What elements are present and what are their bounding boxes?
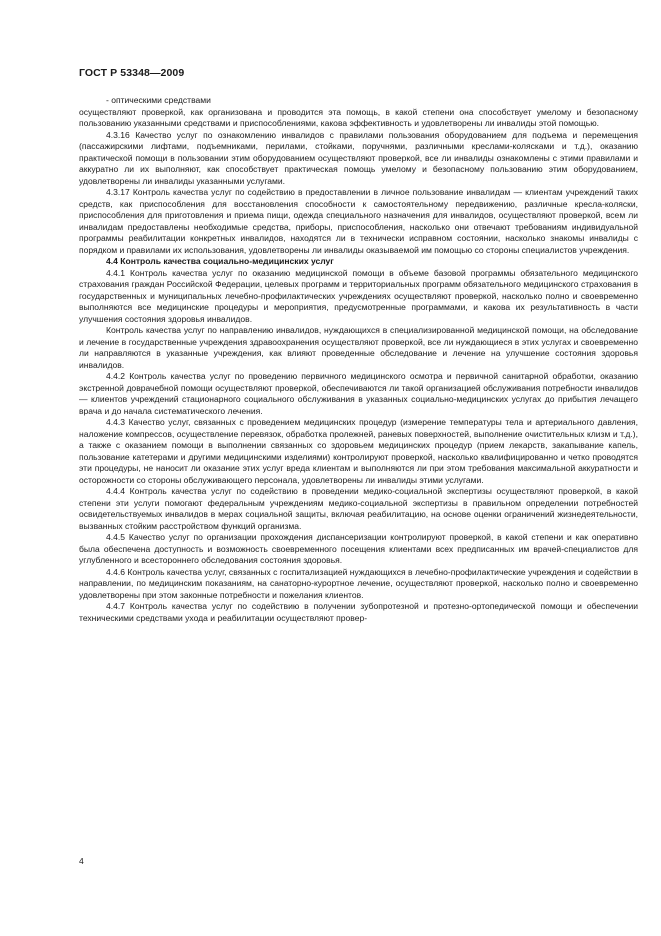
document-header: ГОСТ Р 53348—2009 — [79, 67, 185, 79]
paragraph: осуществляют проверкой, как организована и проводится эта помощь, в какой степени она способствует умелому и безопасному пользованию указанными средствами и приспособлениями, какова эффективность и удовлетворены ли инвалиды этой помощью. — [79, 106, 638, 128]
paragraph-4-4-6: 4.4.6 Контроль качества услуг, связанных с госпитализацией нуждающихся в лечебно-профилактические учреждения и содействии в направлении, по медицинским показаниям, на санаторно-курортное лечение, осуществляют проверкой, насколько полно и своевременно удовлетворены при этом законные потребности и пожелания клиентов. — [79, 566, 638, 600]
page-number: 4 — [79, 856, 84, 866]
paragraph-4-4-5: 4.4.5 Качество услуг по организации прохождения диспансеризации контролируют проверкой, в какой степени и как оперативно была обеспечена доступность и возможность своевременного посещения клиентами всех предписанных им врачей-специалистов для углубленного и всестороннего обследования состояния здоровья. — [79, 532, 638, 565]
document-body — [79, 95, 638, 624]
paragraph-4-4-3: 4.4.3 Качество услуг, связанных с проведением медицинских процедур (измерение температуры тела и артериального давления, наложение компрессов, осуществление перевязок, обработка пролежней, раневых поверхностей, выполнение очистительных клизм и т.д.), а также с оказанием помощи в выполнении связанных со здоровьем медицинских процедур (прием лекарств, закапывание капель, пользование катетерами и другими медицинскими изделиями) контролируют проверкой, насколько квалифицированно и четко проводятся эти процедуры, не наносит ли оказание этих услуг вреда клиентам и выполняются ли при этом требования максимальной аккуратности и осторожности со стороны обслуживающего персонала, удовлетворены ли инвалиды этими услугами. — [79, 417, 638, 485]
paragraph-4-4-2: 4.4.2 Контроль качества услуг по проведению первичного медицинского осмотра и первичной санитарной обработки, оказанию экстренной доврачебной помощи осуществляют проверкой, обеспечиваются ли такой организацией обслуживания потребности инвалидов — клиентов учреждений стационарного социального обслуживания в указанных социально-медицинских услугах до прибытия лечащего врача и до начала систематического лечения. — [79, 371, 638, 416]
paragraph-4-4-4: 4.4.4 Контроль качества услуг по содействию в проведении медико-социальной экспертизы осуществляют проверкой, в какой степени эти услуги помогают федеральным учреждениям медико-социальной экспертизы в правильном определении потребностей освидетельствуемых инвалидов в мерах социальной защиты, включая реабилитацию, на основе оценки ограничений жизнедеятельности, вызванных стойким расстройством функций организма. — [79, 486, 638, 531]
paragraph-4-4-7: 4.4.7 Контроль качества услуг по содействию в получении зубопротезной и протезно-ортопедической помощи и обеспечении техническими средствами ухода и реабилитации осуществляют провер- — [79, 601, 638, 623]
paragraph-4-3-16: 4.3.16 Качество услуг по ознакомлению инвалидов с правилами пользования оборудованием для подъема и перемещения (пассажирскими лифтами, подъемниками, перилами, стойками, поручнями, различными креслами-колясками и т.д.), оказанию практической помощи в пользовании этим оборудованием осуществляют проверкой, все ли инвалиды ознакомлены с этими правилами и аккуратно ли их выполняют, как способствует практическая помощь умелому и безопасному пользованию этим оборудованием, удовлетворены ли инвалиды указанными услугами. — [79, 129, 638, 186]
paragraph: - оптическими средствами — [106, 95, 211, 105]
paragraph-4-3-17: 4.3.17 Контроль качества услуг по содействию в предоставлении в личное пользование инвалидам — клиентам учреждений таких средств, как приспособления для восстановления способности к самостоятельному передвижению, различные кресла-коляски, приспособления для приготовления и приема пищи, одежда специального назначения для инвалидов, осуществляют проверкой, всем ли инвалидам предоставлены необходимые средства, приборы, приспособления, насколько они отвечают требованиям индивидуальной программы реабилитации конкретных инвалидов, находятся ли в технически исправном состоянии, насколько знакомы инвалиды с порядком и правилами их использования, удовлетворены ли инвалиды оказываемой им помощью со стороны специалистов учреждения. — [79, 187, 638, 255]
paragraph-4-4-1: 4.4.1 Контроль качества услуг по оказанию медицинской помощи в объеме базовой программы обязательного медицинского страхования граждан Российской Федерации, целевых программ и территориальных программ обязательного медицинского страхования в государственных и муниципальных лечебно-профилактических учреждениях осуществляют проверкой, насколько полно и своевременно выполняются все медицинские процедуры и мероприятия, предусмотренные программами, и какова их результативность в части улучшения состояния здоровья инвалидов. — [79, 267, 638, 324]
paragraph: Контроль качества услуг по направлению инвалидов, нуждающихся в специализированной медицинской помощи, на обследование и лечение в государственные учреждения здравоохранения осуществляют проверкой, все ли нуждающиеся в этих услугах и своевременно ли направляются в указанные учреждения, как влияют проведенные обследование и лечение на улучшение состояния здоровья инвалидов. — [79, 325, 638, 370]
section-heading-4-4: 4.4 Контроль качества социально-медицинских услуг — [106, 256, 334, 266]
